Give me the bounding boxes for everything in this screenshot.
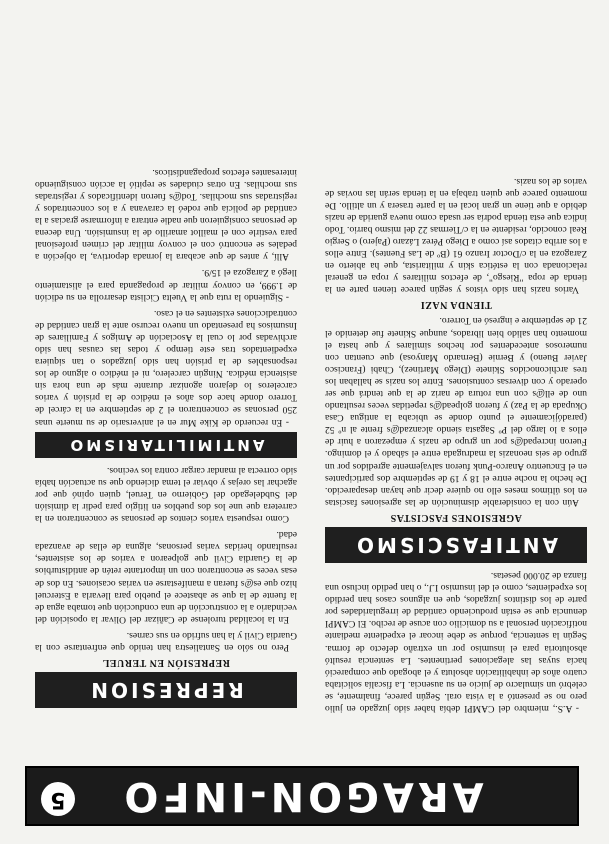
masthead bbox=[25, 766, 579, 826]
antimilitarismo-paragraph: Allí, y antes de que acabara la jornada deportiva, la objeción a pedales se encontró con el convoy militar del crimen profesional para vestirle con el maillot amarillo de la insumisión. Una decena de personas consiguieron que nadie entrara a informarse gracias a la cantidad de policía que rodeó la caravana y a los concentrados y registradas sus mochilas. Tod@s fueron identificados y registradas sus mochilas. En otras ciudades se repitió la acción consiguiendo interesantes efectos propagandísticos. bbox=[35, 166, 297, 263]
teruel-paragraph: Como respuesta varios cientos de personas se concentraron en la carretera que une los dos pueblos en litigio para pedir la dimisión del Subdelegado del Gobierno en Teruel, quien opinó que por agachar las orejas y obviar el tema diciendo que su actuación había sido correcta al mandar cargar contra los vecinos. bbox=[35, 464, 297, 525]
antimilitarismo-paragraph: - Siguiendo la ruta que la Vuelta Ciclista desarrolla en su edición de 1.999, en convoy militar de propaganda para el alistamiento llegó a Zaragoza el 15/9. bbox=[35, 267, 297, 303]
page-number: 5 bbox=[41, 782, 75, 816]
antimilitarismo-banner: ANTIMILITARISMO bbox=[35, 432, 297, 458]
teruel-subtitle: REPRESIÓN EN TERUEL bbox=[102, 657, 230, 668]
left-column bbox=[325, 20, 587, 714]
agresiones-paragraph: Aún con la considerable disminución de las agresiones fascistas en los últimos meses ello no quiere decir que hayan desaparecido. De hecho la noche entre el 18 y 19 de septiembre dos participantes en el Encuentro Anarco-Punk fueron salvajemente agredidos por un grupo de seis neonazis la madrugada entre el sábado y el domingo. Fueron increpad@s por un grupo de nazis y empezaron a huir de ellos a lo largo del Pº Sagasta siendo alcanzad@s frente al nº 52 (paradójicamente el punto donde se ubicaba la antigua Casa Okupada de la Paz) y fueron golpead@s repetidas veces resultando uno de ell@s con una rotura de nariz de la que tendrá que ser operado y con diversas contusiones. Entre los nazis se hallaban los tres archiconocidos Skinete (Diego Martinez), Chabi (Francisco Javier Bueno) y Bernie (Bernardo Manyosa) que cuentan con numerosos antecedentes por hechos similares y que hasta el momento han salido bien librados, aunque Skinete fue detenido el 21 de septiembre e ingresó en Torrero. bbox=[325, 315, 587, 508]
teruel-paragraph: En la localidad turolense de Cañizar del Olivar la oposición del vecindario a la construcción de una conducción que tomaba agua de la fuente de la que se abastece el pueblo para llevarla a Estercuel hizo que es@s fueran a manifestarse en varias ocasiones. En dos de esas veces se encontraron con un importante retén de antidisturbios de la Guardia Civil que golpearon a varios de los asistentes, resultando heridas varias personas, alguna de ellas de avanzada edad. bbox=[35, 529, 297, 625]
tienda-paragraph: Varios nazis han sido vistos y según parece tienen parte en la tienda de ropa "Riesgo", de efectos militares y ropa en general relacionada con la estética skin y militarista, que ha abierto en Zaragoza en la c/Doctor Iranzo 61 (Bº de Las Fuentes). Entre ellos a los arriba citados así como a Diego Pérez Lázaro (Pajero) o Sergio Real conocido, residente en la c/Tiermas 22 del mismo barrio. Todo indica que esta tienda podría ser usada como nueva guarida de nazis debido a que tiene un gran local en la parte trasera y un altillo. De momento parece que quien trabaja en la tienda serán las novias de varios de los nazis. bbox=[325, 175, 587, 296]
antifascismo-banner: ANTIFASCISMO bbox=[325, 527, 587, 563]
represion-banner: REPRESION bbox=[35, 672, 297, 708]
teruel-paragraph: Pero no sólo en Santaliestra han tenido que enfrentarse con la Guardia Civil y la han sufrido en sus carnes. bbox=[35, 629, 297, 653]
right-column bbox=[35, 20, 297, 714]
masthead-title: ARAGON-INFO bbox=[120, 773, 484, 819]
tienda-subtitle: TIENDA NAZI bbox=[420, 299, 492, 311]
agresiones-subtitle: AGRESIONES FASCISTAS bbox=[390, 511, 522, 523]
intro-paragraph: - A.S., miembro del CAMPI debía haber sido juzgado en julio pero no se presentó a la vista oral. Según parece, finalmente, se celebró un simulacro de juicio en su ausencia. La fiscalía solicitaba cuatro años de inhabilitación absoluta y el abogado que compareció hacía suyas las alegaciones pertinentes. La sentencia resultó absolutoria para el insumiso por un extraño defecto de forma. Según la sentencia, porque se debe incoar el expediente mediante notificación personal a su domicilio con acuse de recibo. El CAMPI denuncia que se están produciendo cantidad de irregularidades por parte de los distintos juzgados, que en algunos casos han perdido los expedientes, como el del insumiso I.J., o han pedido incluso una fianza de 20.000 pesetas. bbox=[325, 569, 587, 714]
antimilitarismo-paragraph: - En recuerdo de Kike Mur en el aniversario de su muerte unas 250 personas se concentraron el 2 de septiembre en la cárcel de Torrero donde hace dos años el médico de la prisión y varios carceleros lo dejaron agonizar durante más de una hora sin asistencia médica. Ningún carcelero, ni el médico o alguno de los responsables de la prisión han sido juzgados o tan siquiera expedientados tras este tiempo y todas las causas han sido archivadas por lo cual la Asociación de Amigos y Familiares de Insumisos ha presentado un nuevo recurso ante la gran cantidad de contradicciones existentes en el caso. bbox=[35, 307, 297, 428]
